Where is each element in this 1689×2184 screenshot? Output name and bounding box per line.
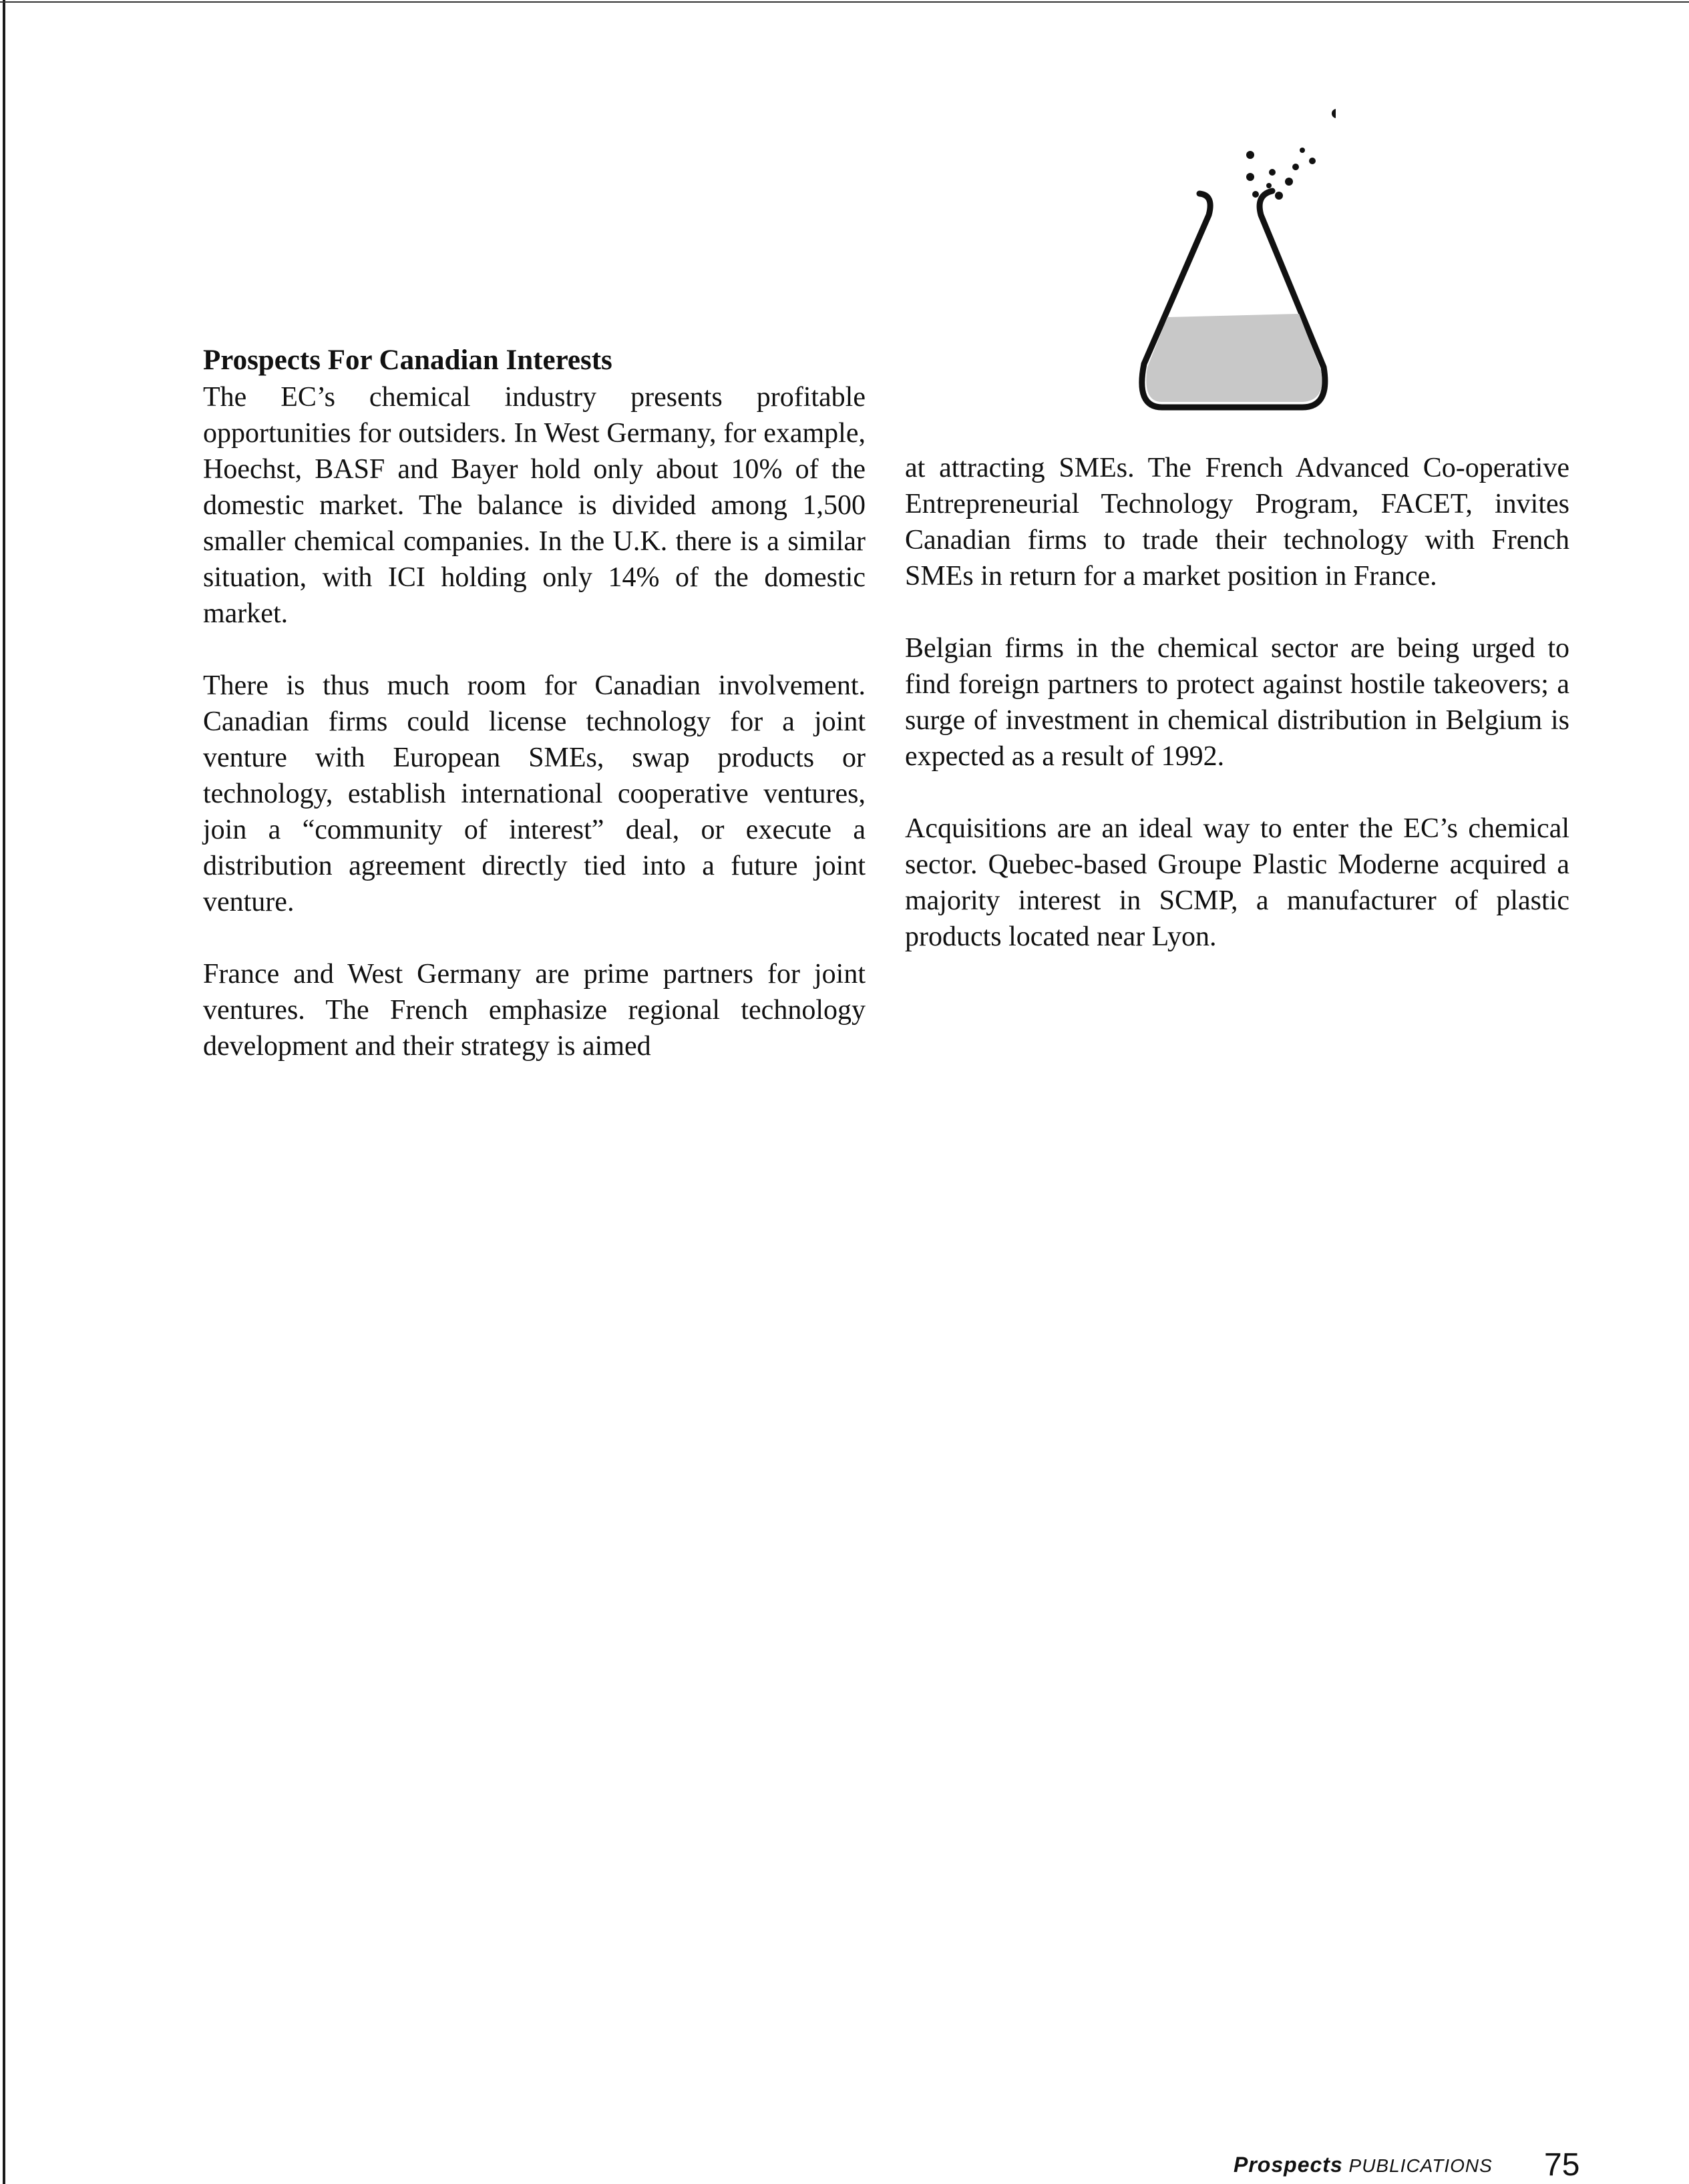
paragraph: at attracting SMEs. The French Advanced Co-operative Entrepreneurial Technology Program, FACET, invites Canadian firms to trade their technology with French SMEs in return for a market position in France. — [905, 453, 1569, 592]
publisher-brand: Prospects — [1234, 2153, 1343, 2177]
flask-liquid — [1146, 314, 1322, 402]
article-left-column — [203, 342, 866, 1100]
publisher-label: PUBLICATIONS — [1348, 2155, 1493, 2176]
page-edge-top — [0, 1, 1689, 3]
page-edge-left — [3, 0, 5, 2184]
paragraph: The EC’s chemical industry presents profitable opportunities for outsiders. In West Germany, for example, Hoechst, BASF and Bayer hold only about 10% of the domestic market. The balance is divided among 1,500 smaller chemical companies. In the U.K. there is a similar situation, with ICI holding only 14% of the domestic market. — [203, 382, 866, 629]
page-number: 75 — [1544, 2147, 1580, 2183]
paragraph: France and West Germany are prime partners for joint ventures. The French emphasize regional technology development and their strategy is aimed — [203, 959, 866, 1062]
paragraph: Belgian firms in the chemical sector are being urged to find foreign partners to protect against hostile takeovers; a surge of investment in chemical distribution in Belgium is expected as a result of 1992. — [905, 633, 1569, 772]
paragraph: Acquisitions are an ideal way to enter the EC’s chemical sector. Quebec-based Groupe Plastic Moderne acquired a majority interest in SCMP, a manufacturer of plastic products located near Lyon. — [905, 813, 1569, 952]
article-right-column — [905, 450, 1569, 991]
article-heading: Prospects For Canadian Interests — [203, 345, 612, 376]
publisher-logo — [1234, 2153, 1493, 2177]
paragraph: There is thus much room for Canadian involvement. Canadian firms could license technology for a joint venture with European SMEs, swap products or technology, establish international cooperative ventures, join a “community of interest” deal, or execute a distribution agreement directly tied into a future joint venture. — [203, 670, 866, 917]
flask-icon — [1135, 100, 1336, 421]
